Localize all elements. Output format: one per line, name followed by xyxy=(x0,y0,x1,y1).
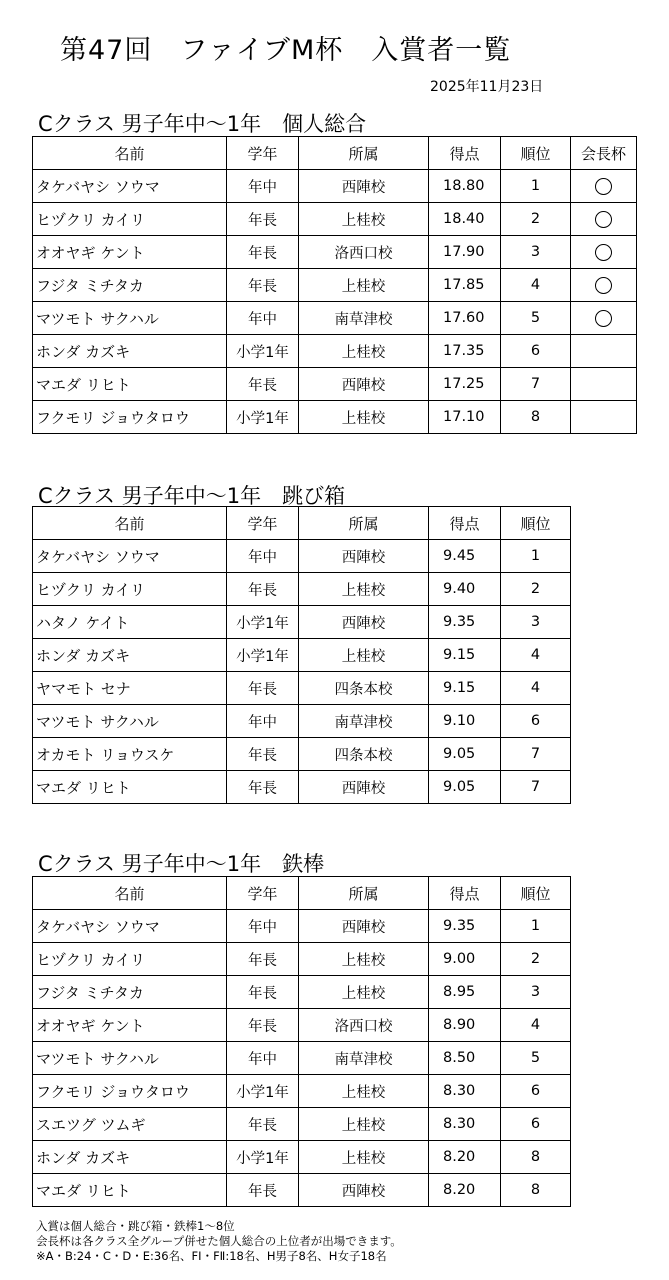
cup-cell xyxy=(571,368,637,401)
rank-cell: 8 xyxy=(501,1174,571,1207)
table-row xyxy=(33,1174,571,1207)
table-header-row xyxy=(33,877,571,910)
name-cell: ヤマモト セナ xyxy=(33,672,227,705)
name-cell: ヒヅクリ カイリ xyxy=(33,573,227,606)
school-cell: 上桂校 xyxy=(299,1075,429,1108)
name-cell: ホンダ カズキ xyxy=(33,1141,227,1174)
table-row xyxy=(33,170,637,203)
school-header: 所属 xyxy=(299,507,429,540)
rank-cell: 8 xyxy=(501,1141,571,1174)
score-cell: 9.15 xyxy=(429,639,501,672)
school-cell: 四条本校 xyxy=(299,738,429,771)
rank-cell: 1 xyxy=(501,540,571,573)
score-cell: 8.30 xyxy=(429,1108,501,1141)
grade-cell: 年長 xyxy=(227,203,299,236)
name-cell: ハタノ ケイト xyxy=(33,606,227,639)
grade-cell: 年長 xyxy=(227,672,299,705)
score-cell: 17.85 xyxy=(429,269,501,302)
score-cell: 8.50 xyxy=(429,1042,501,1075)
cup-cell xyxy=(571,335,637,368)
rank-cell: 6 xyxy=(501,705,571,738)
rank-cell: 2 xyxy=(501,203,571,236)
school-cell: 上桂校 xyxy=(299,269,429,302)
name-cell: ホンダ カズキ xyxy=(33,639,227,672)
rank-cell: 4 xyxy=(501,639,571,672)
school-cell: 西陣校 xyxy=(299,910,429,943)
rank-cell: 4 xyxy=(501,672,571,705)
grade-cell: 年長 xyxy=(227,573,299,606)
circle-mark-icon xyxy=(595,277,612,294)
table-header-row xyxy=(33,507,571,540)
rank-cell: 7 xyxy=(501,771,571,804)
school-cell: 南草津校 xyxy=(299,1042,429,1075)
score-cell: 17.35 xyxy=(429,335,501,368)
school-cell: 上桂校 xyxy=(299,401,429,434)
school-cell: 上桂校 xyxy=(299,1141,429,1174)
circle-mark-icon xyxy=(595,178,612,195)
score-cell: 8.20 xyxy=(429,1141,501,1174)
table-row xyxy=(33,672,571,705)
table-row xyxy=(33,368,637,401)
note-line: 会長杯は各クラス全グループ併せた個人総合の上位者が出場できます。 xyxy=(36,1234,402,1248)
rank-cell: 8 xyxy=(501,401,571,434)
table-row xyxy=(33,976,571,1009)
note-line: 入賞は個人総合・跳び箱・鉄棒1～8位 xyxy=(36,1219,235,1233)
rank-cell: 1 xyxy=(501,910,571,943)
table-row xyxy=(33,738,571,771)
circle-mark-icon xyxy=(595,244,612,261)
school-cell: 上桂校 xyxy=(299,943,429,976)
name-cell: タケバヤシ ソウマ xyxy=(33,910,227,943)
grade-cell: 年中 xyxy=(227,705,299,738)
name-cell: マツモト サクハル xyxy=(33,1042,227,1075)
table-row xyxy=(33,302,637,335)
grade-cell: 年長 xyxy=(227,269,299,302)
name-cell: ヒヅクリ カイリ xyxy=(33,943,227,976)
rank-cell: 6 xyxy=(501,335,571,368)
table-row xyxy=(33,573,571,606)
name-cell: ホンダ カズキ xyxy=(33,335,227,368)
grade-cell: 小学1年 xyxy=(227,639,299,672)
grade-cell: 小学1年 xyxy=(227,606,299,639)
grade-cell: 年長 xyxy=(227,368,299,401)
table-row xyxy=(33,401,637,434)
table-row xyxy=(33,1042,571,1075)
cup-cell xyxy=(571,203,637,236)
table-row xyxy=(33,606,571,639)
rank-cell: 4 xyxy=(501,269,571,302)
name-cell: マツモト サクハル xyxy=(33,302,227,335)
score-cell: 17.10 xyxy=(429,401,501,434)
school-cell: 上桂校 xyxy=(299,203,429,236)
table-row xyxy=(33,910,571,943)
grade-cell: 年長 xyxy=(227,738,299,771)
score-cell: 8.30 xyxy=(429,1075,501,1108)
rank-cell: 3 xyxy=(501,606,571,639)
rank-cell: 2 xyxy=(501,943,571,976)
rank-header: 順位 xyxy=(501,137,571,170)
table-row xyxy=(33,771,571,804)
section-title-all-around: Cクラス 男子年中～1年 個人総合 xyxy=(38,112,367,136)
rank-cell: 5 xyxy=(501,1042,571,1075)
name-cell: マエダ リヒト xyxy=(33,771,227,804)
page-title: 第47回 ファイブM杯 入賞者一覧 xyxy=(60,35,512,66)
score-cell: 17.60 xyxy=(429,302,501,335)
table-row xyxy=(33,705,571,738)
grade-cell: 年中 xyxy=(227,302,299,335)
notes xyxy=(36,1219,402,1264)
grade-cell: 年長 xyxy=(227,943,299,976)
score-header: 得点 xyxy=(429,877,501,910)
table-row xyxy=(33,203,637,236)
rank-cell: 2 xyxy=(501,573,571,606)
grade-cell: 年長 xyxy=(227,1009,299,1042)
school-cell: 上桂校 xyxy=(299,573,429,606)
score-cell: 9.05 xyxy=(429,738,501,771)
score-cell: 8.20 xyxy=(429,1174,501,1207)
grade-cell: 小学1年 xyxy=(227,1075,299,1108)
cup-cell xyxy=(571,170,637,203)
score-header: 得点 xyxy=(429,137,501,170)
cup-cell xyxy=(571,302,637,335)
name-cell: マツモト サクハル xyxy=(33,705,227,738)
rank-cell: 3 xyxy=(501,236,571,269)
name-cell: フクモリ ジョウタロウ xyxy=(33,1075,227,1108)
grade-cell: 年中 xyxy=(227,1042,299,1075)
name-cell: マエダ リヒト xyxy=(33,1174,227,1207)
rank-header: 順位 xyxy=(501,507,571,540)
rank-cell: 6 xyxy=(501,1075,571,1108)
score-cell: 9.45 xyxy=(429,540,501,573)
rank-cell: 4 xyxy=(501,1009,571,1042)
grade-cell: 年中 xyxy=(227,170,299,203)
rank-header: 順位 xyxy=(501,877,571,910)
score-header: 得点 xyxy=(429,507,501,540)
name-cell: タケバヤシ ソウマ xyxy=(33,170,227,203)
table-header-row xyxy=(33,137,637,170)
name-cell: ヒヅクリ カイリ xyxy=(33,203,227,236)
grade-cell: 小学1年 xyxy=(227,335,299,368)
score-cell: 9.35 xyxy=(429,910,501,943)
score-cell: 9.05 xyxy=(429,771,501,804)
table-row xyxy=(33,943,571,976)
table-row xyxy=(33,540,571,573)
grade-cell: 小学1年 xyxy=(227,401,299,434)
grade-cell: 年中 xyxy=(227,910,299,943)
name-cell: フジタ ミチタカ xyxy=(33,976,227,1009)
score-cell: 9.10 xyxy=(429,705,501,738)
grade-cell: 年長 xyxy=(227,771,299,804)
name-cell: オカモト リョウスケ xyxy=(33,738,227,771)
school-cell: 西陣校 xyxy=(299,540,429,573)
name-cell: オオヤギ ケント xyxy=(33,1009,227,1042)
rank-cell: 7 xyxy=(501,738,571,771)
section-title-vault: Cクラス 男子年中～1年 跳び箱 xyxy=(38,484,346,508)
school-cell: 南草津校 xyxy=(299,705,429,738)
name-header: 名前 xyxy=(33,507,227,540)
school-cell: 洛西口校 xyxy=(299,236,429,269)
table-row xyxy=(33,639,571,672)
table-row xyxy=(33,236,637,269)
score-cell: 17.90 xyxy=(429,236,501,269)
name-header: 名前 xyxy=(33,137,227,170)
score-cell: 9.15 xyxy=(429,672,501,705)
cup-header: 会長杯 xyxy=(571,137,637,170)
table-row xyxy=(33,269,637,302)
score-cell: 8.95 xyxy=(429,976,501,1009)
table-row xyxy=(33,1009,571,1042)
name-cell: タケバヤシ ソウマ xyxy=(33,540,227,573)
score-cell: 18.80 xyxy=(429,170,501,203)
results-table-vault xyxy=(32,506,571,804)
note-line: ※A・B:24・C・D・E:36名、FⅠ・FⅡ:18名、H男子8名、H女子18名 xyxy=(36,1249,387,1263)
section-title-bar: Cクラス 男子年中～1年 鉄棒 xyxy=(38,852,325,876)
name-cell: フジタ ミチタカ xyxy=(33,269,227,302)
table-row xyxy=(33,1141,571,1174)
score-cell: 8.90 xyxy=(429,1009,501,1042)
rank-cell: 7 xyxy=(501,368,571,401)
table-row xyxy=(33,335,637,368)
school-header: 所属 xyxy=(299,137,429,170)
grade-header: 学年 xyxy=(227,137,299,170)
table-row xyxy=(33,1075,571,1108)
school-cell: 上桂校 xyxy=(299,1108,429,1141)
cup-cell xyxy=(571,401,637,434)
grade-cell: 年中 xyxy=(227,540,299,573)
cup-cell xyxy=(571,269,637,302)
results-table-bar xyxy=(32,876,571,1207)
school-cell: 四条本校 xyxy=(299,672,429,705)
name-header: 名前 xyxy=(33,877,227,910)
school-cell: 西陣校 xyxy=(299,170,429,203)
grade-header: 学年 xyxy=(227,877,299,910)
school-cell: 西陣校 xyxy=(299,606,429,639)
name-cell: スエツグ ツムギ xyxy=(33,1108,227,1141)
score-cell: 9.40 xyxy=(429,573,501,606)
school-cell: 上桂校 xyxy=(299,976,429,1009)
name-cell: オオヤギ ケント xyxy=(33,236,227,269)
score-cell: 17.25 xyxy=(429,368,501,401)
school-cell: 西陣校 xyxy=(299,368,429,401)
school-cell: 南草津校 xyxy=(299,302,429,335)
rank-cell: 6 xyxy=(501,1108,571,1141)
school-cell: 西陣校 xyxy=(299,1174,429,1207)
school-cell: 上桂校 xyxy=(299,335,429,368)
rank-cell: 3 xyxy=(501,976,571,1009)
grade-cell: 年長 xyxy=(227,1108,299,1141)
school-cell: 洛西口校 xyxy=(299,1009,429,1042)
grade-cell: 年長 xyxy=(227,976,299,1009)
grade-cell: 小学1年 xyxy=(227,1141,299,1174)
grade-cell: 年長 xyxy=(227,1174,299,1207)
school-cell: 上桂校 xyxy=(299,639,429,672)
table-row xyxy=(33,1108,571,1141)
grade-cell: 年長 xyxy=(227,236,299,269)
school-cell: 西陣校 xyxy=(299,771,429,804)
score-cell: 9.00 xyxy=(429,943,501,976)
circle-mark-icon xyxy=(595,211,612,228)
name-cell: マエダ リヒト xyxy=(33,368,227,401)
score-cell: 18.40 xyxy=(429,203,501,236)
cup-cell xyxy=(571,236,637,269)
name-cell: フクモリ ジョウタロウ xyxy=(33,401,227,434)
results-table-all-around xyxy=(32,136,637,434)
rank-cell: 5 xyxy=(501,302,571,335)
event-date: 2025年11月23日 xyxy=(430,79,544,95)
score-cell: 9.35 xyxy=(429,606,501,639)
rank-cell: 1 xyxy=(501,170,571,203)
grade-header: 学年 xyxy=(227,507,299,540)
circle-mark-icon xyxy=(595,310,612,327)
school-header: 所属 xyxy=(299,877,429,910)
